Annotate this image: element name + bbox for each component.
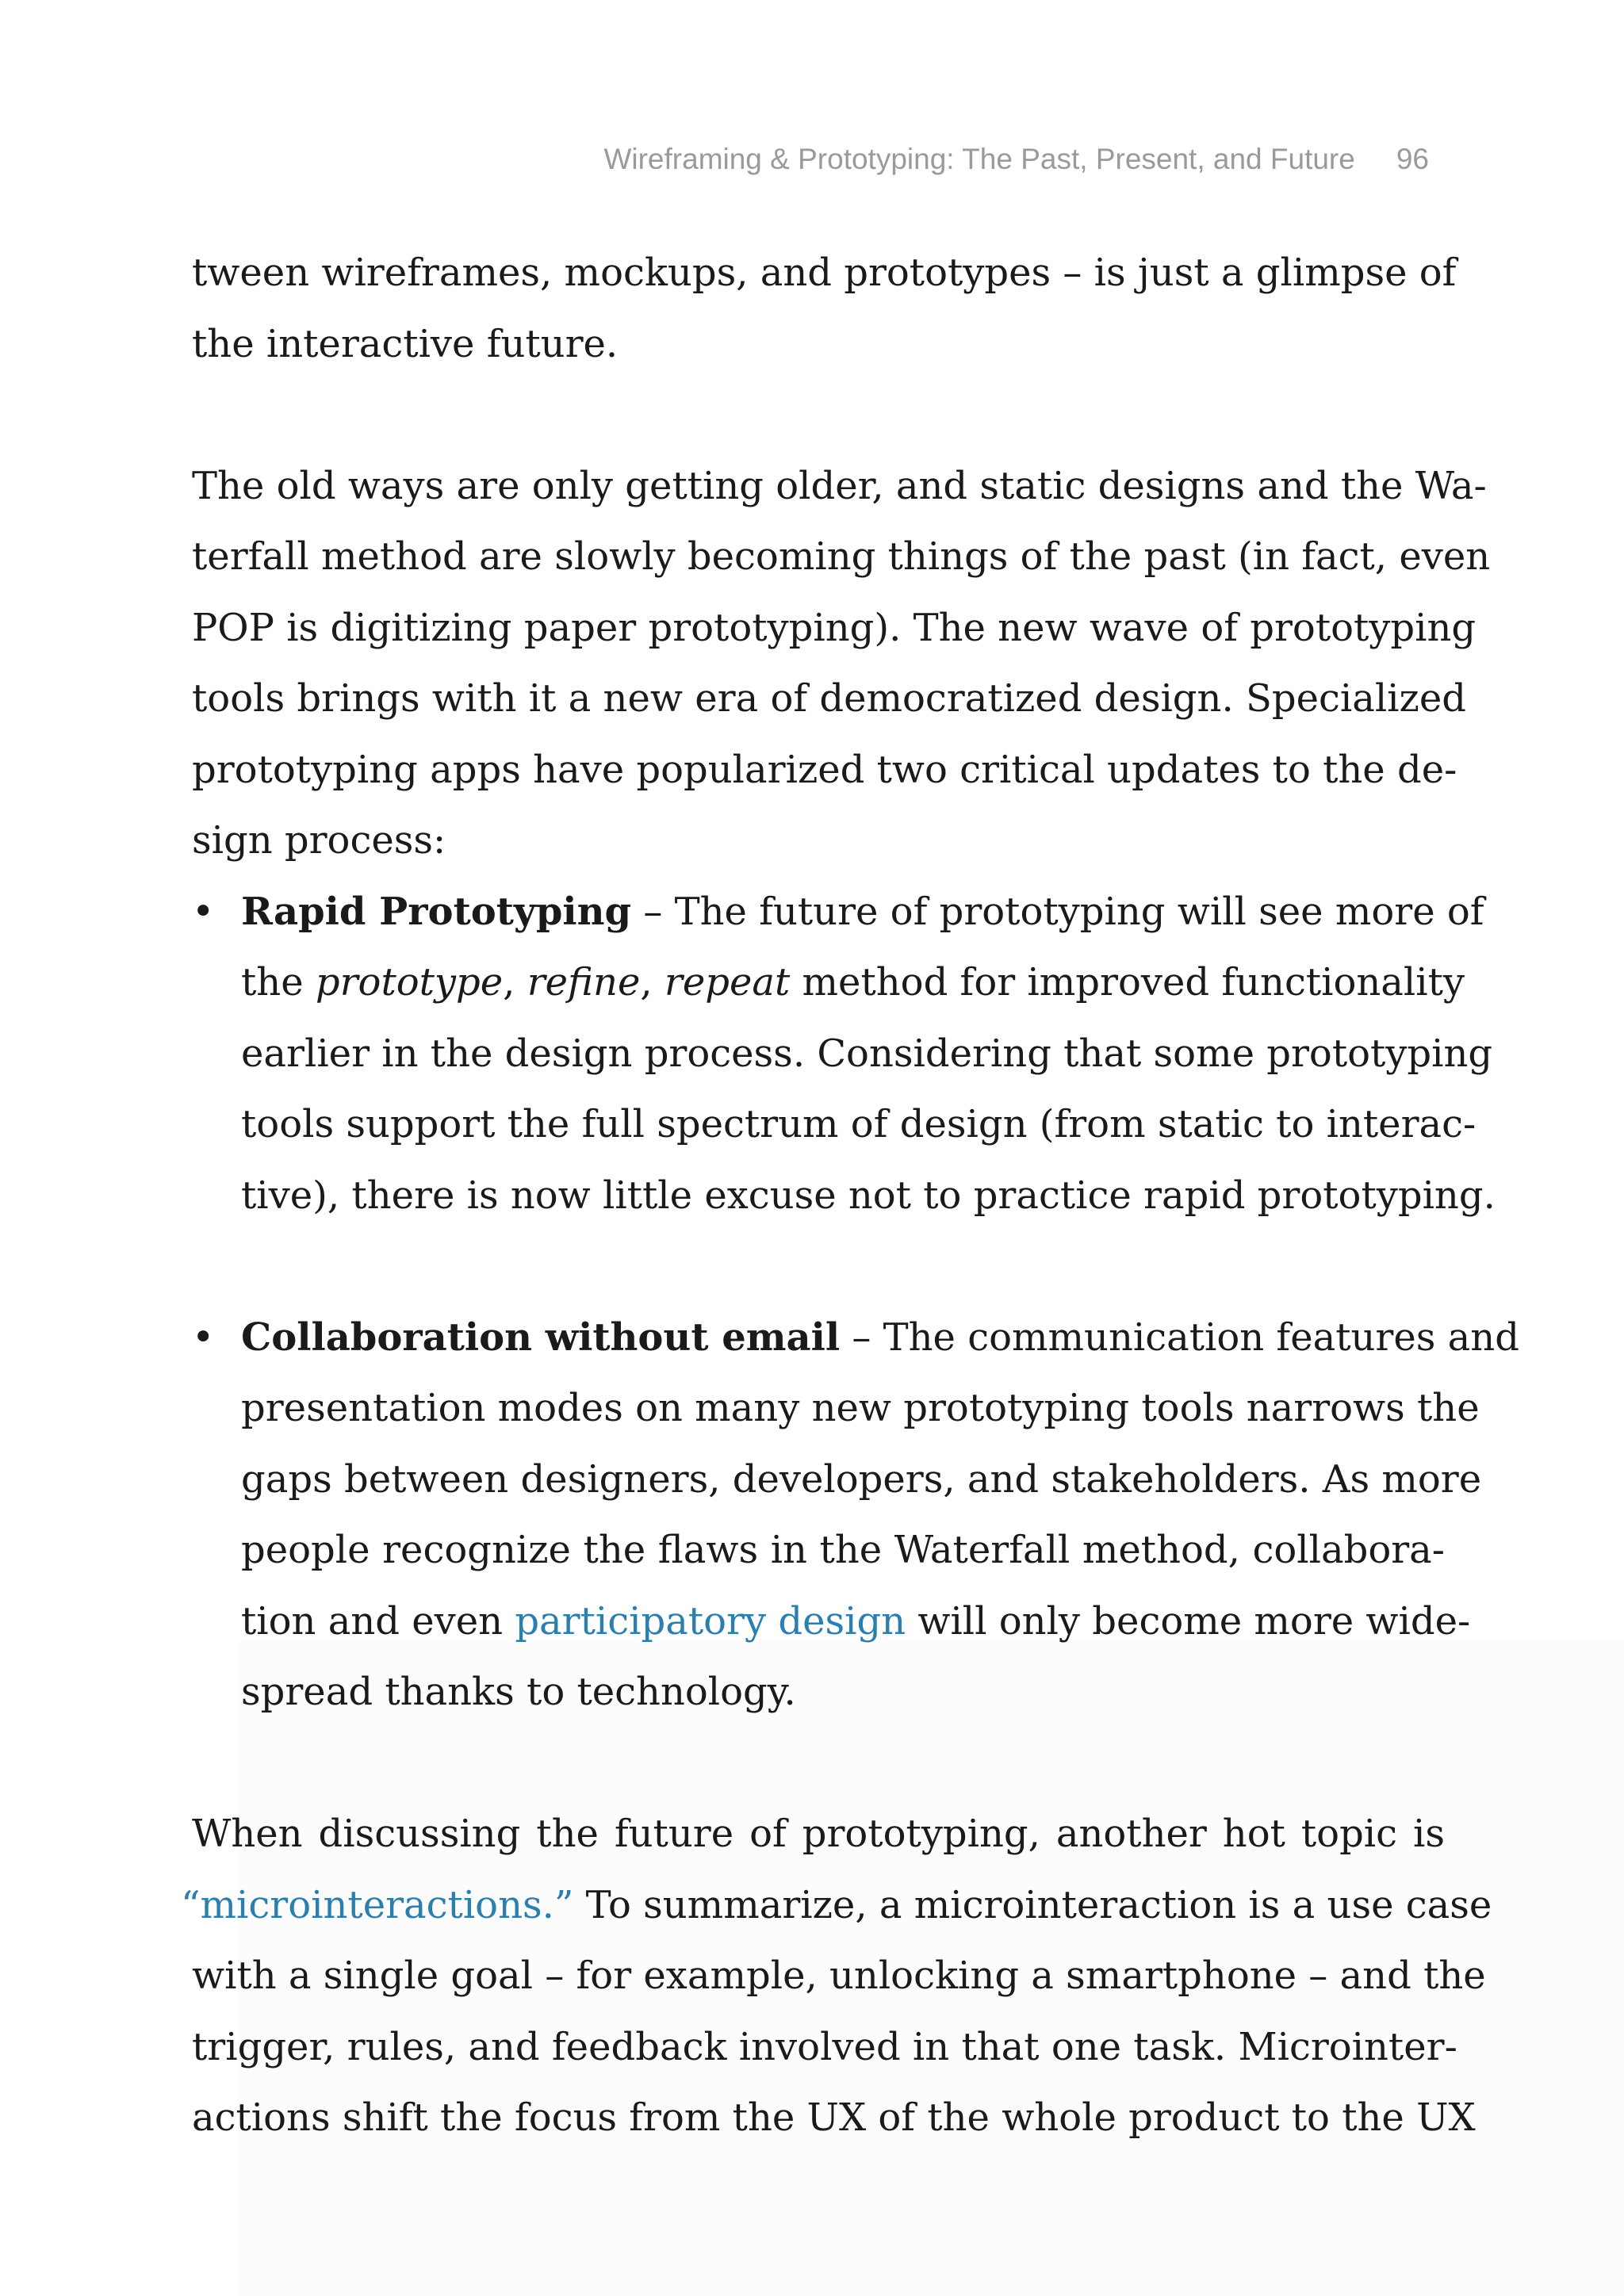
text-line: people recognize the flaws in the Waterfall method, collabora- [241,1528,1445,1572]
paragraph-microinteractions [181,1799,1492,2154]
running-header [603,143,1429,176]
bullet-term: Rapid Prototyping [241,889,632,934]
emphasis: refine [527,960,641,1004]
text-line: spread thanks to technology. [241,1670,796,1714]
bullet-icon: • [192,889,215,934]
text-line: tion and even participatory design will only become more wide- [241,1598,1471,1644]
text-line: Collaboration without email – The communication features and [241,1314,1519,1360]
text-line: When discussing the future of prototyping, another hot topic is [192,1812,1445,1856]
text-line: the prototype, refine, repeat method for improved functionality [241,960,1465,1004]
header-title: Wireframing & Prototyping: The Past, Present, and Future [603,143,1355,175]
bullet-term: Collaboration without email [241,1314,841,1360]
text-line: actions shift the focus from the UX of the whole product to the UX [192,2095,1476,2140]
bullet-icon: • [192,1314,215,1360]
text-line: The old ways are only getting older, and static designs and the Wa- [192,463,1487,508]
text-line: gaps between designers, developers, and stakeholders. As more [241,1456,1482,1502]
text-line: tools support the full spectrum of design (from static to interac- [241,1102,1477,1146]
text-line: Rapid Prototyping – The future of prototyping will see more of [241,889,1484,934]
participatory-design-link[interactable]: participatory design [515,1598,906,1644]
text-line: the interactive future. [192,321,619,366]
paragraph-continuation [192,238,1457,380]
text-line: sign process: [192,818,446,863]
text-line: terfall method are slowly becoming things of the past (in fact, even [192,534,1491,579]
bullet-item-collaboration [192,1303,1519,1728]
text-line: prototyping apps have popularized two critical updates to the de- [192,747,1457,792]
body-text [181,238,1519,2154]
text-line: presentation modes on many new prototyping tools narrows the [241,1386,1480,1430]
microinteractions-link[interactable]: “microinteractions.” [181,1882,574,1927]
bullet-item-rapid-prototyping [192,877,1496,1232]
emphasis: repeat [664,960,791,1004]
text-line: earlier in the design process. Considering that some prototyping [241,1031,1493,1076]
text-line: tools brings with it a new era of democratized design. Specialized [192,676,1466,721]
text-line: trigger, rules, and feedback involved in that one task. Microinter- [192,2024,1457,2069]
text-line: tween wireframes, mockups, and prototypes – is just a glimpse of [192,251,1457,295]
paragraph-old-ways [192,451,1491,877]
emphasis: prototype [315,960,504,1004]
text-line: “microinteractions.” To summarize, a microinteraction is a use case [181,1882,1492,1927]
text-line: with a single goal – for example, unlocking a smartphone – and the [192,1954,1486,1998]
text-line: POP is digitizing paper prototyping). The new wave of prototyping [192,605,1477,650]
text-line: tive), there is now little excuse not to practice rapid prototyping. [241,1173,1496,1218]
page-number: 96 [1396,143,1429,175]
